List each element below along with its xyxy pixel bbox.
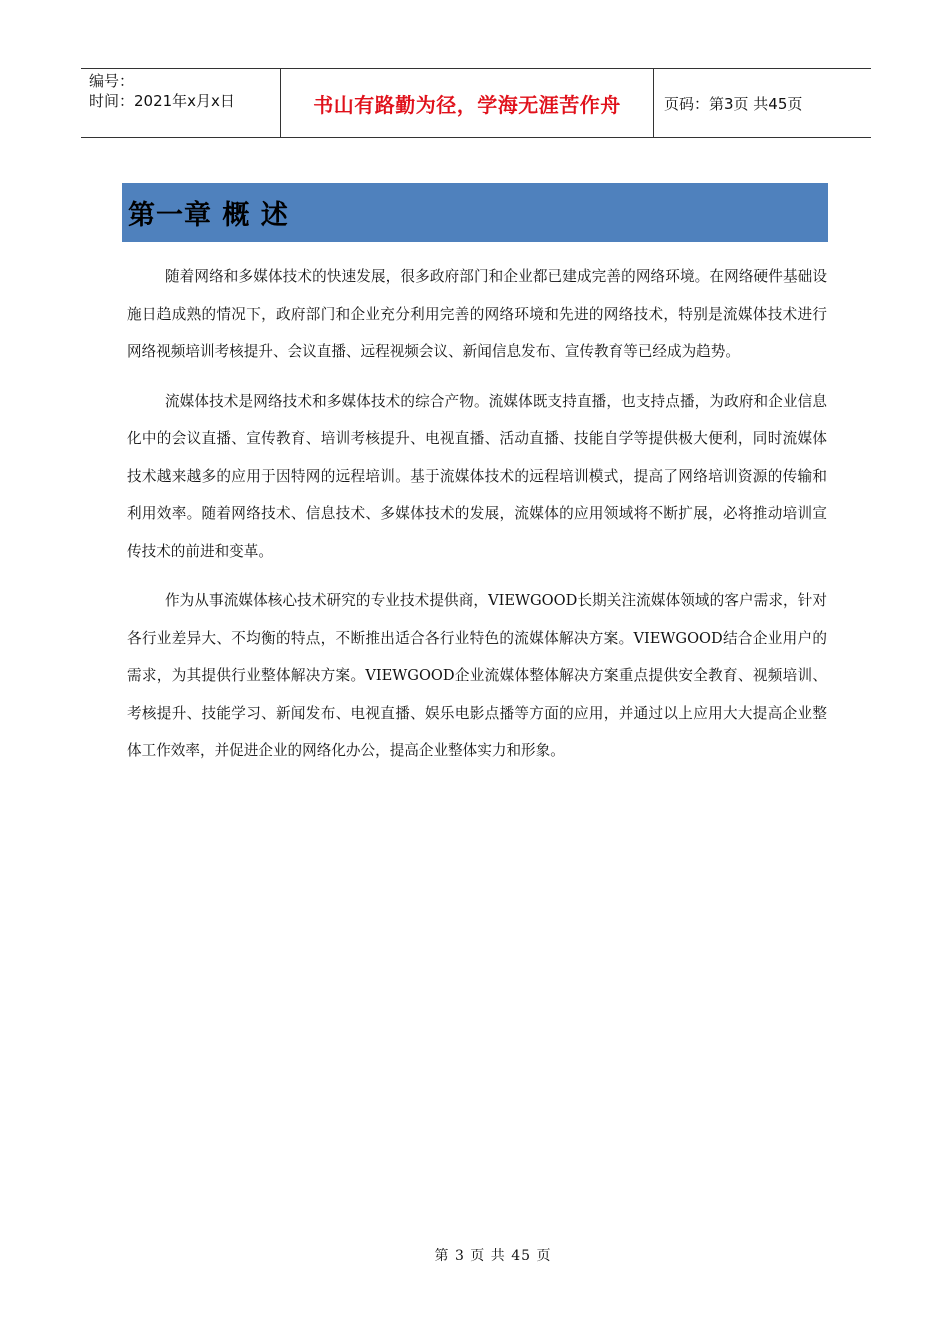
header-page-info: 页码：第3页 共45页 — [664, 94, 803, 113]
paragraph: 作为从事流媒体核心技术研究的专业技术提供商，VIEWGOOD长期关注流媒体领域的客户需求，针对各行业差异大、不均衡的特点，不断推出适合各行业特色的流媒体解决方案。VIEWGOOD结合企业用户的需求，为其提供行业整体解决方案。VIEWGOOD企业流媒体整体解决方案重点提供安全教育、视频培训、考核提升、技能学习、新闻发布、电视直播、娱乐电影点播等方面的应用，并通过以上应用大大提高企业整体工作效率，并促进企业的网络化办公，提高企业整体实力和形象。 — [127, 592, 827, 759]
paragraph: 流媒体技术是网络技术和多媒体技术的综合产物。流媒体既支持直播，也支持点播，为政府和企业信息化中的会议直播、宣传教育、培训考核提升、电视直播、活动直播、技能自学等提供极大便利，同时流媒体技术越来越多的应用于因特网的远程培训。基于流媒体技术的远程培训模式，提高了网络培训资源的传输和利用效率。随着网络技术、信息技术、多媒体技术的发展，流媒体的应用领域将不断扩展，必将推动培训宣传技术的前进和变革。 — [127, 392, 827, 560]
page-footer: 第 3 页 共 45 页 — [434, 1248, 552, 1264]
paragraph: 随着网络和多媒体技术的快速发展，很多政府部门和企业都已建成完善的网络环境。在网络硬件基础设施日趋成熟的情况下，政府部门和企业充分利用完善的网络环境和先进的网络技术，特别是流媒体技术进行网络视频培训考核提升、会议直播、远程视频会议、新闻信息发布、宣传教育等已经成为趋势。 — [127, 268, 827, 360]
header-motto-cell — [281, 69, 654, 137]
chapter-title: 第一章 概 述 — [128, 200, 289, 231]
page-header — [81, 68, 871, 138]
header-meta — [81, 69, 281, 137]
body-content — [127, 258, 827, 782]
document-number-label: 编号： — [89, 72, 135, 90]
chapter-heading-bar — [122, 183, 828, 242]
document-date-label: 时间：2021年x月x日 — [89, 92, 235, 110]
header-page-cell — [654, 69, 871, 137]
header-motto: 书山有路勤为径，学海无涯苦作舟 — [313, 92, 621, 117]
